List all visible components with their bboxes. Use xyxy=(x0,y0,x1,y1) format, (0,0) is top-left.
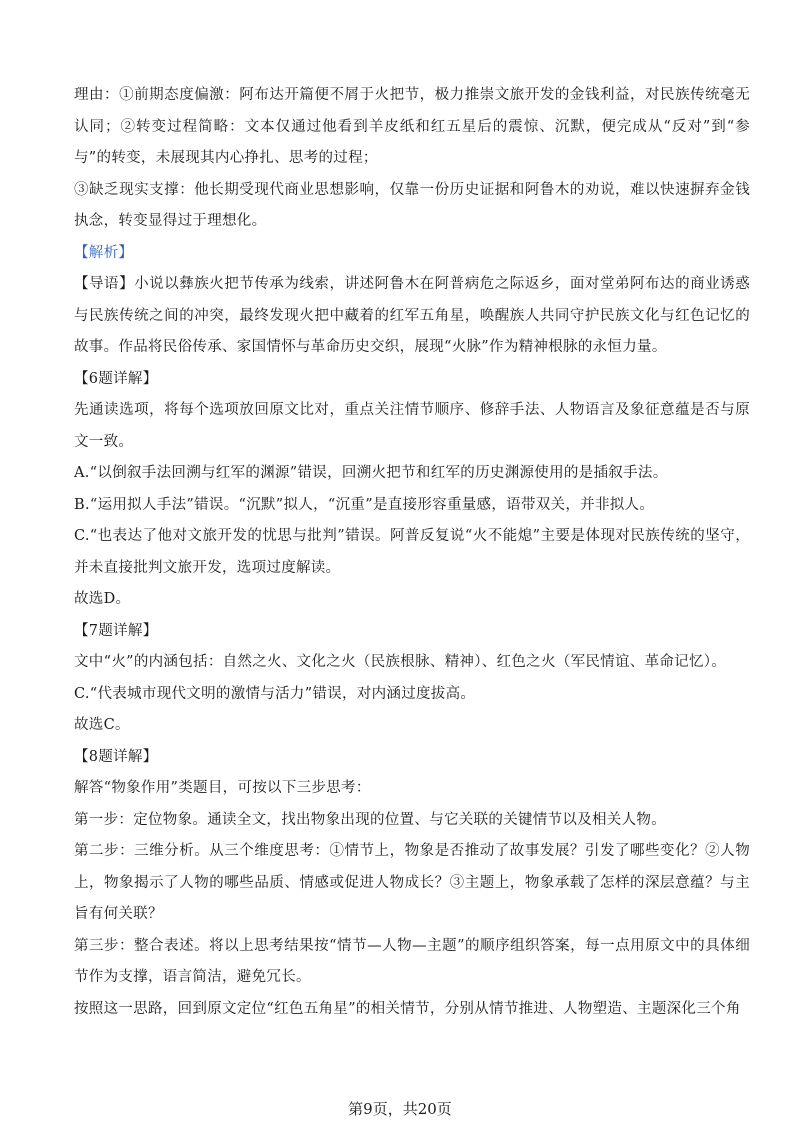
q7-answer: 故选C。 xyxy=(74,717,130,733)
analysis-heading: 【解析】 xyxy=(74,244,134,261)
q8-method-intro: 解答“物象作用”类题目，可按以下三步思考： xyxy=(74,780,371,796)
q7-option-c: C.“代表城市现代文明的激情与活力”错误，对内涵过度拔高。 xyxy=(74,685,476,702)
q7-heading: 【7题详解】 xyxy=(74,622,158,639)
intro-paragraph: 【导语】小说以彝族火把节传承为线索，讲述阿鲁木在阿普病危之际返乡，面对堂弟阿布达的商业诱惑与民族传统之间的冲突，最终发现火把中藏着的红军五角星，唤醒族人共同守护民族文化与红色记忆的故事。作品将民俗传承、家国情怀与革命历史交织，展现“火脉”作为精神根脉的永恒力量。 xyxy=(74,276,750,355)
q6-option-b: B.“运用拟人手法”错误。“沉默”拟人，“沉重”是直接形容重量感，语带双关，并非拟人。 xyxy=(74,496,655,513)
q8-step-3: 第三步：整合表述。将以上思考结果按“情节—人物—主题”的顺序组织答案，每一点用原文中的具体细节作为支撑，语言简洁，避免冗长。 xyxy=(74,937,750,985)
document-body xyxy=(74,80,750,1025)
page-number: 第9页，共20页 xyxy=(348,1100,452,1118)
q8-step-1: 第一步：定位物象。通读全文，找出物象出现的位置、与它关联的关键情节以及相关人物。 xyxy=(74,811,666,828)
q6-option-a: A.“以倒叙手法回溯与红军的渊源”错误，回溯火把节和红军的历史渊源使用的是插叙手法。 xyxy=(74,465,668,481)
q6-answer: 故选D。 xyxy=(74,591,131,607)
q8-step-2: 第二步：三维分析。从三个维度思考：①情节上，物象是否推动了故事发展？引发了哪些变化？②人物上，物象揭示了人物的哪些品质、情感或促进人物成长？③主题上，物象承载了怎样的深层意蕴？与主旨有何关联？ xyxy=(74,843,750,922)
q6-method: 先通读选项，将每个选项放回原文比对，重点关注情节顺序、修辞手法、人物语言及象征意蕴是否与原文一致。 xyxy=(74,402,750,450)
q6-heading: 【6题详解】 xyxy=(74,370,158,387)
q7-fire-meaning: 文中“火”的内涵包括：自然之火、文化之火（民族根脉、精神）、红色之火（军民情谊、革命记忆）。 xyxy=(74,654,727,670)
answer-reason-paragraph-3: ③缺乏现实支撑：他长期受现代商业思想影响，仅靠一份历史证据和阿鲁木的劝说，难以快速摒弃金钱执念，转变显得过于理想化。 xyxy=(74,181,750,229)
q8-heading: 【8题详解】 xyxy=(74,748,158,765)
q6-option-c: C.“也表达了他对文旅开发的忧思与批判”错误。阿普反复说“火不能熄”主要是体现对民族传统的坚守，并未直接批判文旅开发，选项过度解读。 xyxy=(74,528,750,576)
answer-reason-paragraph: 理由：①前期态度偏激：阿布达开篇便不屑于火把节，极力推崇文旅开发的金钱利益，对民族传统毫无认同；②转变过程简略：文本仅通过他看到羊皮纸和红五星后的震惊、沉默，便完成从“反对”到“参与”的转变，未展现其内心挣扎、思考的过程； xyxy=(74,87,750,166)
q8-application: 按照这一思路，回到原文定位“红色五角星”的相关情节，分别从情节推进、人物塑造、主题深化三个角 xyxy=(74,1000,741,1017)
